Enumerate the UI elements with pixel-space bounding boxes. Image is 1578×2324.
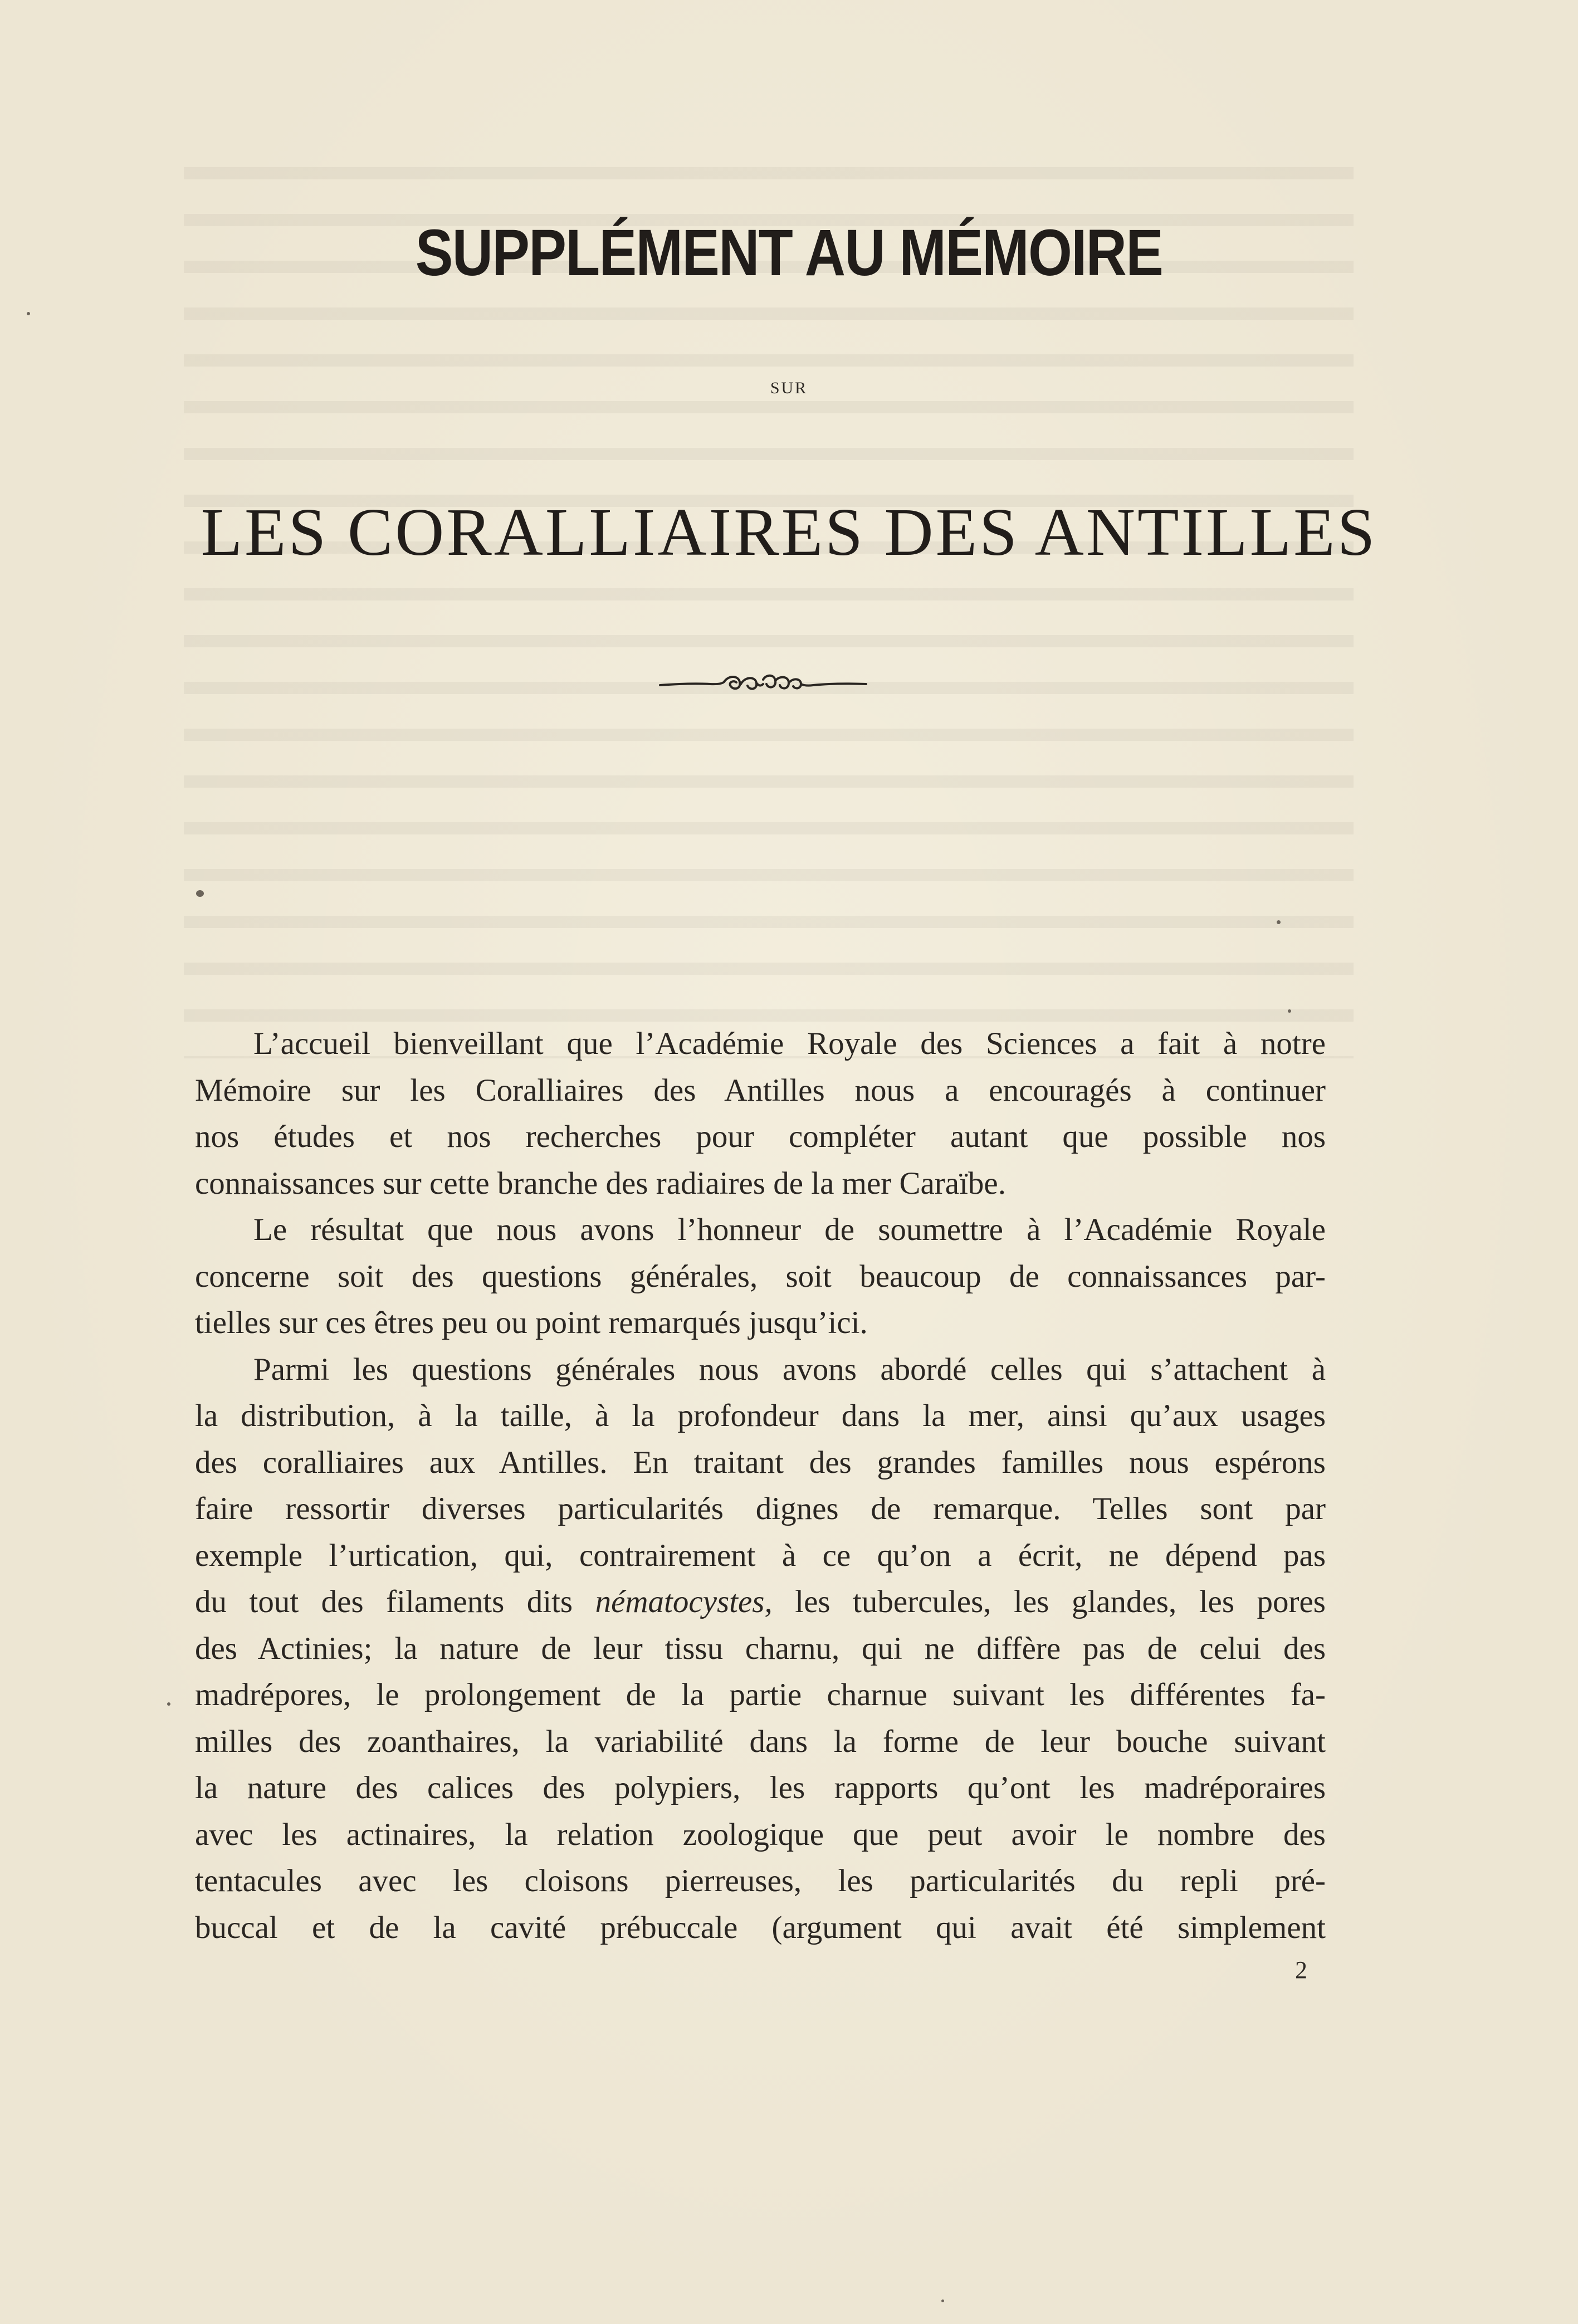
text-segment: du tout des filaments dits bbox=[195, 1584, 595, 1619]
text-line: exemple l’urtication, qui, contrairement à ce qu’on a écrit, ne dépend pas bbox=[195, 1537, 1326, 1573]
scroll-flourish-ornament-icon bbox=[657, 667, 869, 701]
paper-speck bbox=[1277, 920, 1281, 924]
text-line: des coralliaires aux Antilles. En traitant des grandes familles nous espérons bbox=[195, 1444, 1326, 1480]
body-text bbox=[195, 1021, 1326, 1951]
paper-speck bbox=[167, 1702, 170, 1706]
title-connector: SUR bbox=[770, 379, 808, 397]
text-line: faire ressortir diverses particularités dignes de remarque. Telles sont par bbox=[195, 1491, 1326, 1526]
text-line: nos études et nos recherches pour compléter autant que possible nos bbox=[195, 1119, 1326, 1154]
paper-speck bbox=[1288, 1009, 1291, 1013]
paragraph-1 bbox=[195, 1021, 1326, 1207]
text-line: Mémoire sur les Coralliaires des Antilles nous a encouragés à continuer bbox=[195, 1072, 1326, 1108]
paper-speck bbox=[27, 312, 30, 315]
paragraph-2 bbox=[195, 1207, 1326, 1346]
text-line: concerne soit des questions générales, soit beaucoup de connaissances par- bbox=[195, 1258, 1326, 1294]
italic-term: nématocystes, bbox=[595, 1584, 773, 1619]
text-line: la distribution, à la taille, à la profondeur dans la mer, ainsi qu’aux usages bbox=[195, 1398, 1326, 1433]
text-line: connaissances sur cette branche des radiaires de la mer Caraïbe. bbox=[195, 1165, 1006, 1201]
text-line: avec les actinaires, la relation zoologique que peut avoir le nombre des bbox=[195, 1817, 1326, 1852]
text-line: buccal et de la cavité prébuccale (argument qui avait été simplement bbox=[195, 1910, 1326, 1945]
text-line: tielles sur ces êtres peu ou point remarqués jusqu’ici. bbox=[195, 1305, 868, 1340]
page-title: SUPPLÉMENT AU MÉMOIRE bbox=[415, 216, 1163, 290]
text-line: milles des zoanthaires, la variabilité dans la forme de leur bouche suivant bbox=[195, 1724, 1326, 1759]
paragraph-3 bbox=[195, 1346, 1326, 1951]
text-line: la nature des calices des polypiers, les rapports qu’ont les madréporaires bbox=[195, 1770, 1326, 1805]
text-line: L’accueil bienveillant que l’Académie Royale des Sciences a fait à notre bbox=[253, 1026, 1326, 1061]
text-line: tentacules avec les cloisons pierreuses, les particularités du repli pré- bbox=[195, 1863, 1326, 1898]
text-line: des Actinies; la nature de leur tissu charnu, qui ne diffère pas de celui des bbox=[195, 1630, 1326, 1666]
text-line: Parmi les questions générales nous avons abordé celles qui s’attachent à bbox=[253, 1351, 1326, 1387]
text-line: Le résultat que nous avons l’honneur de soumettre à l’Académie Royale bbox=[253, 1212, 1326, 1247]
paper-speck bbox=[941, 2299, 944, 2302]
bleed-through-texture bbox=[184, 167, 1354, 1058]
page-subtitle: LES CORALLIAIRES DES ANTILLES bbox=[201, 495, 1377, 570]
text-line: madrépores, le prolongement de la partie charnue suivant les différentes fa- bbox=[195, 1677, 1326, 1712]
page-number: 2 bbox=[1295, 1956, 1307, 1984]
paper-speck bbox=[196, 890, 204, 897]
text-segment: les tubercules, les glandes, les pores bbox=[772, 1584, 1326, 1619]
text-line bbox=[195, 1579, 1326, 1625]
